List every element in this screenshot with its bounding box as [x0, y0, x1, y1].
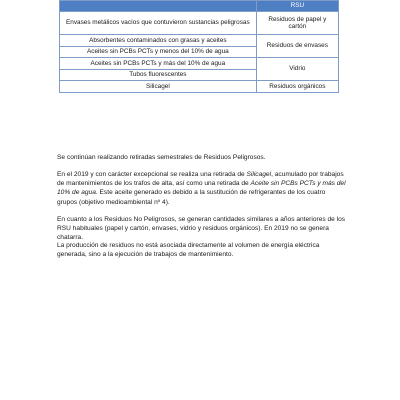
table-cell-hazardous: Aceites sin PCBs PCTs y más del 10% de agua [60, 58, 257, 70]
paragraph-text: , acumulado por trabajos de mantenimientos de los trafos de alta, así como una retirada de [57, 171, 344, 188]
table-header-row [60, 1, 339, 12]
paragraph-2019-retirada [57, 170, 347, 207]
table-cell-rsu: Residuos orgánicos [256, 81, 338, 93]
table-cell-rsu: Residuos de envases [256, 35, 338, 58]
table-header-left [60, 1, 257, 12]
table-cell-rsu: Residuos de papel y cartón [256, 12, 338, 35]
table-header-rsu: RSU [256, 1, 338, 12]
table-cell-hazardous: Tubos fluorescentes [60, 69, 257, 81]
paragraph-emphasis: Silicagel [246, 171, 272, 178]
paragraph-text: En el 2019 y con carácter excepcional se realiza una retirada de [57, 171, 247, 178]
paragraph-produccion: La producción de residuos no está asociada directamente al volumen de energía eléctrica generada, sino a la ejecución de trabajos de mantenimiento. [57, 242, 320, 259]
table-cell-rsu: Vidrio [256, 58, 338, 81]
table-cell-hazardous: Aceites sin PCBs PCTs y menos del 10% de agua [60, 46, 257, 58]
table-row [60, 12, 339, 35]
table-row [60, 35, 339, 47]
table-cell-hazardous: Absorbentes contaminados con grasas y aceites [60, 35, 257, 47]
waste-table [59, 0, 339, 93]
paragraph-retiradas: Se continúan realizando retiradas semestrales de Residuos Peligrosos. [57, 154, 266, 161]
paragraph-text: . Este aceite generado es debido a la sustitución de refrigerantes de los cuatro grupos (objetivo medioambiental nº 4). [57, 189, 326, 206]
paragraph-emphasis: Aceite sin PCBs PCTs y más del 10% de agua [57, 180, 346, 197]
paragraph-no-peligrosos: En cuanto a los Residuos No Peligrosos, se generan cantidades similares a años anteriores de los RSU habituales (papel y cartón, envases, vidrio y residuos orgánicos). En 2019 no se genera chatarra. [57, 216, 346, 242]
table-cell-hazardous: Envases metálicos vacíos que contuvieron sustancias peligrosas [60, 12, 257, 35]
table-cell-hazardous: Silicagel [60, 81, 257, 93]
table-row [60, 81, 339, 93]
table-row [60, 58, 339, 70]
